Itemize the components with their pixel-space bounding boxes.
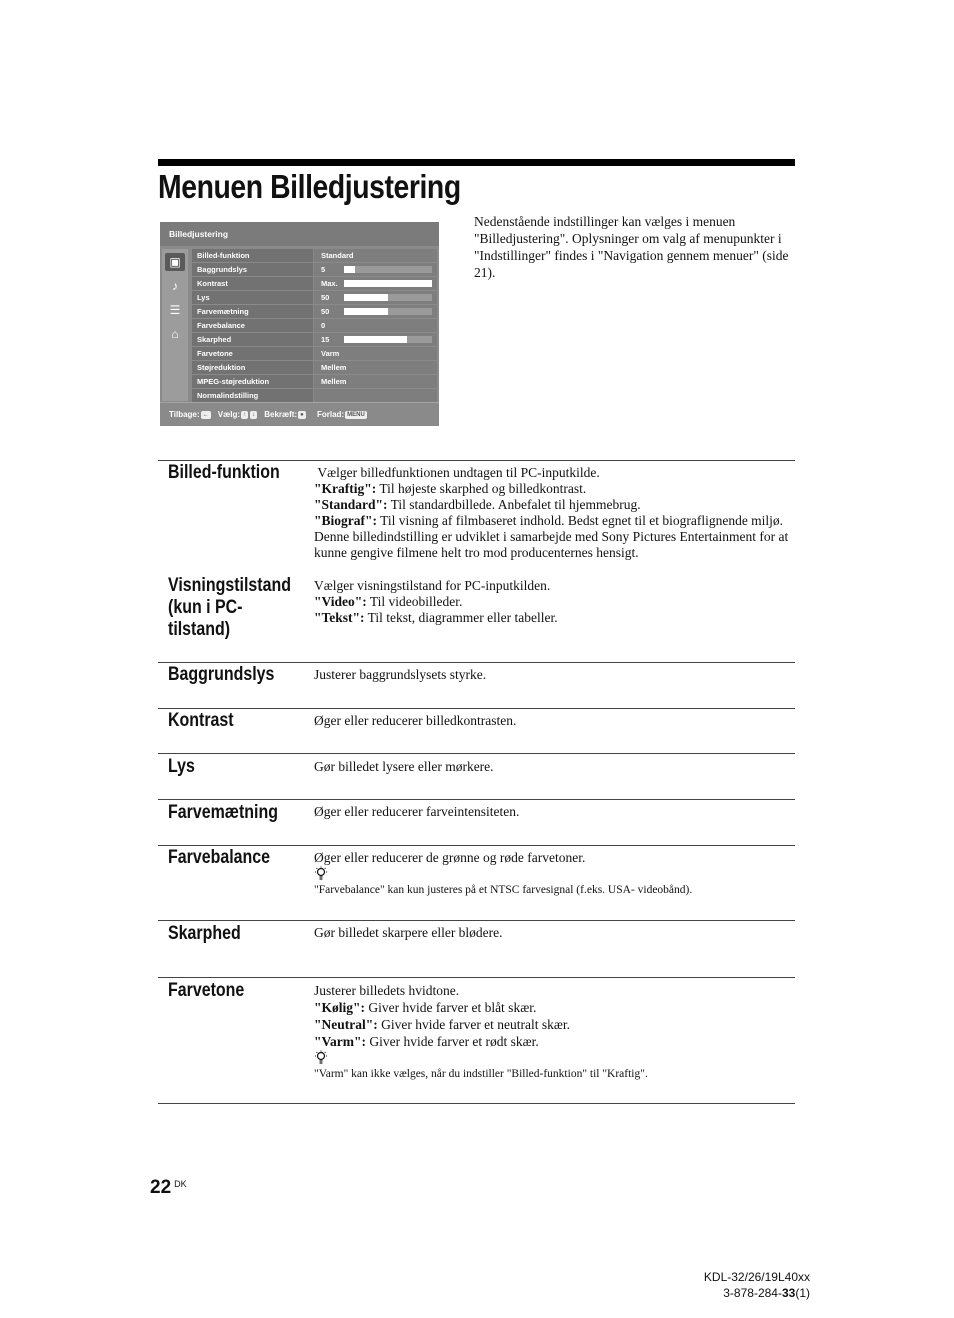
menu-row[interactable] <box>192 249 437 263</box>
menu-row-value: 50 <box>314 305 437 318</box>
menu-row-value: Varm <box>314 347 437 360</box>
option-line: "Kølig": Giver hvide farver et blåt skær. <box>314 1000 537 1015</box>
menu-row[interactable] <box>192 277 437 291</box>
table-rule <box>158 977 795 978</box>
menu-level-bar <box>344 280 432 287</box>
footer-select-label: Vælg: <box>217 410 240 419</box>
menu-row-label: Farvebalance <box>192 319 313 332</box>
menu-row-label: Støjreduktion <box>192 361 313 374</box>
menu-level-bar <box>344 336 432 343</box>
menu-level-bar <box>344 266 432 273</box>
table-rule <box>158 753 795 754</box>
menu-row-value: 50 <box>314 291 437 304</box>
page-title: Menuen Billedjustering <box>158 168 461 205</box>
menu-screenshot <box>160 222 439 425</box>
desc-baggrundslys: Justerer baggrundslysets styrke. <box>314 667 487 682</box>
table-rule <box>158 845 795 846</box>
menu-row[interactable] <box>192 263 437 277</box>
footer-back-label: Tilbage: <box>169 410 200 419</box>
desc-farvemaetning: Øger eller reducerer farveintensiteten. <box>314 804 520 819</box>
term-farvemaetning: Farvemætning <box>168 802 278 823</box>
intro-paragraph: Nedenstående indstillinger kan vælges i menuen "Billedjustering". Oplysninger om valg af menupunkter i "Indstillinger" findes i "Navigation gennem menuer" (side 21). <box>474 214 789 280</box>
table-rule <box>158 662 795 663</box>
desc-farvetone <box>314 982 794 1082</box>
page-lang: DK <box>174 1179 187 1189</box>
note-text: "Varm" kan ikke vælges, når du indstiller "Billed-funktion" til "Kraftig". <box>314 1068 648 1080</box>
term-farvetone: Farvetone <box>168 980 245 1001</box>
term-visningstilstand: Visningstilstand (kun i PC-tilstand) <box>168 575 291 640</box>
menu-row-value: Standard <box>314 249 437 262</box>
desc-text: Øger eller reducerer de grønne og røde farvetoner. <box>314 850 586 865</box>
term-lys: Lys <box>168 756 195 777</box>
menu-icon-column <box>162 249 188 401</box>
menu-level-fill <box>344 280 432 287</box>
menu-row-label: Lys <box>192 291 313 304</box>
desc-intro: Justerer billedets hvidtone. <box>314 983 460 998</box>
menu-rows <box>192 249 437 403</box>
tip-icon <box>314 866 794 883</box>
option-line: "Neutral": Giver hvide farver et neutralt skær. <box>314 1017 571 1032</box>
option-line: "Varm": Giver hvide farver et rødt skær. <box>314 1034 539 1049</box>
menu-row-label: Farvetone <box>192 347 313 360</box>
enter-dot-icon: ● <box>300 411 304 418</box>
desc-visningstilstand <box>314 578 794 626</box>
part-number: 3-878-284-33(1) <box>723 1286 810 1300</box>
option-line: "Biograf": Til visning af filmbaseret indhold. Bedst egnet til et biograflignende miljø. Denne billedindstilling er udviklet i samarbejde med Sony Pictures Entertainment for at kunne gengive filmene helt tro mod producenternes hensigt. <box>314 513 789 560</box>
term-farvebalance: Farvebalance <box>168 847 271 868</box>
back-arrow-icon: ← <box>202 411 209 418</box>
menu-row-value: 0 <box>314 319 437 332</box>
desc-skarphed: Gør billedet skarpere eller blødere. <box>314 925 503 940</box>
term-baggrundslys: Baggrundslys <box>168 664 275 685</box>
desc-intro: Vælger billedfunktionen undtagen til PC-inputkilde. <box>317 465 600 480</box>
note-text: "Farvebalance" kan kun justeres på et NTSC farvesignal (f.eks. USA- videobånd). <box>314 884 693 896</box>
desc-kontrast: Øger eller reducerer billedkontrasten. <box>314 713 517 728</box>
option-line: "Standard": Til standardbillede. Anbefalet til hjemmebrug. <box>314 497 641 512</box>
table-rule <box>158 1103 795 1104</box>
footer-exit-label: Forlad: <box>317 410 345 419</box>
model-info <box>704 1269 810 1301</box>
menu-row[interactable] <box>192 333 437 347</box>
menu-row[interactable] <box>192 347 437 361</box>
menu-row[interactable] <box>192 361 437 375</box>
term-kontrast: Kontrast <box>168 710 234 731</box>
menu-row[interactable] <box>192 291 437 305</box>
model-line: KDL-32/26/19L40xx <box>703 1270 810 1284</box>
menu-row-value: Max. <box>314 277 437 290</box>
up-arrow-icon: ↑ <box>243 411 246 418</box>
toolbox-icon: ⌂ <box>171 327 179 341</box>
menu-row-value <box>314 389 437 402</box>
menu-row[interactable] <box>192 375 437 389</box>
menu-row-label: Skarphed <box>192 333 313 346</box>
menu-row-label: Normalindstilling <box>192 389 313 402</box>
footer-confirm-label: Bekræft: <box>264 410 298 419</box>
menu-level-fill <box>344 308 388 315</box>
menu-row-label: Kontrast <box>192 277 313 290</box>
menu-level-bar <box>344 294 432 301</box>
picture-icon: ▣ <box>165 253 185 271</box>
desc-billed-funktion <box>314 465 794 561</box>
tip-icon <box>314 1050 794 1067</box>
menu-footer <box>160 402 439 426</box>
menu-title: Billedjustering <box>160 222 439 246</box>
menu-row[interactable] <box>192 305 437 319</box>
menu-row-label: Farvemætning <box>192 305 313 318</box>
menu-row-value: Mellem <box>314 375 437 388</box>
table-rule <box>158 708 795 709</box>
menu-row-value: Mellem <box>314 361 437 374</box>
menu-row-value: 5 <box>314 263 437 276</box>
desc-intro: Vælger visningstilstand for PC-inputkilden. <box>314 578 551 593</box>
menu-row[interactable] <box>192 389 437 403</box>
menu-level-bar <box>344 308 432 315</box>
menu-row-label: MPEG-støjreduktion <box>192 375 313 388</box>
term-billed-funktion: Billed-funktion <box>168 462 280 483</box>
menu-level-fill <box>344 336 407 343</box>
page-number: 22 $^{DK}$ <box>150 1177 187 1198</box>
menu-level-fill <box>344 294 388 301</box>
table-rule <box>158 460 795 461</box>
down-arrow-icon: ↓ <box>252 411 255 418</box>
table-rule <box>158 799 795 800</box>
desc-lys: Gør billedet lysere eller mørkere. <box>314 759 494 774</box>
list-icon: ☰ <box>169 303 181 317</box>
desc-farvebalance <box>314 850 794 898</box>
term-skarphed: Skarphed <box>168 923 241 944</box>
menu-level-fill <box>344 266 355 273</box>
table-rule <box>158 920 795 921</box>
option-line: "Video": Til videobilleder. <box>314 594 463 609</box>
title-rule <box>158 159 795 166</box>
menu-key-icon: MENU <box>347 411 365 418</box>
menu-row-label: Billed-funktion <box>192 249 313 262</box>
music-note-icon: ♪ <box>172 279 178 293</box>
option-line: "Tekst": Til tekst, diagrammer eller tabeller. <box>314 610 558 625</box>
menu-row-label: Baggrundslys <box>192 263 313 276</box>
menu-row[interactable] <box>192 319 437 333</box>
menu-row-value: 15 <box>314 333 437 346</box>
option-line: "Kraftig": Til højeste skarphed og billedkontrast. <box>314 481 587 496</box>
